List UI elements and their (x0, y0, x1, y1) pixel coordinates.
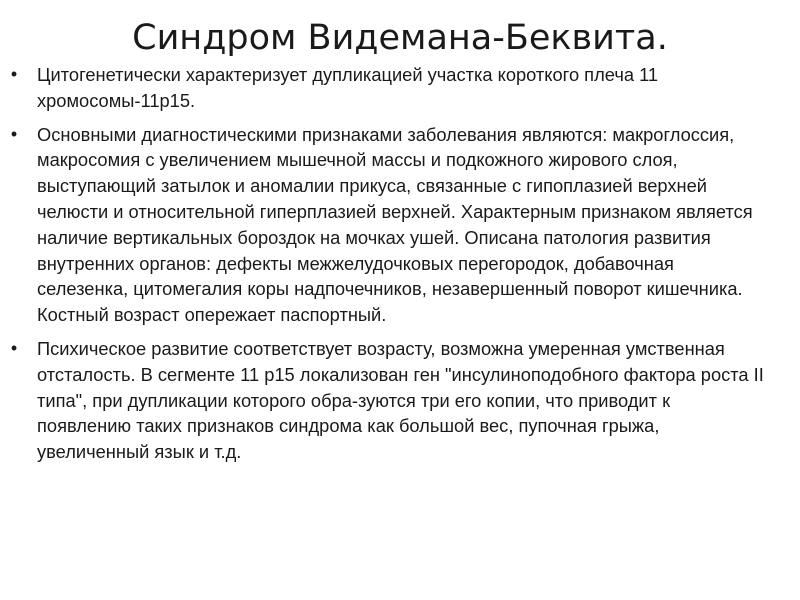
bullet-marker: • (10, 64, 18, 84)
bullet-text: Основными диагностическими признаками заболевания являются: макроглоссия, макросомия с увеличением мышечной массы и подкожного жирового слоя, выступающий затылок и аномалии прикуса, связанные с гипоплазией верхней челюсти и относительной гиперплазией верхней. Характерным признаком является наличие вертикальных бороздок на мочках ушей. Описана патология развития внутренних органов: дефекты межжелудочковых перегородок, добавочная селезенка, цитомегалия коры надпочечников, незавершенный поворот кишечника. Костный возраст опережает паспортный. (37, 123, 753, 326)
bullet-marker: • (10, 123, 18, 144)
bullet-text: Цитогенетически характеризует дупликацией участка короткого плеча 11 хромосомы-11p15. (37, 64, 659, 111)
bullet-item-1 (0, 62, 800, 114)
slide-title: Синдром Видемана-Беквита. (132, 18, 668, 58)
bullet-list (0, 62, 800, 473)
bullet-item-3 (0, 336, 800, 465)
bullet-item-2 (0, 122, 800, 328)
bullet-text: Психическое развитие соответствует возрасту, возможна умеренная умственная отсталость. В сегменте 11 р15 локализован ген "инсулиноподобного фактора роста II типа", при дупликации которого обра-зуются три его копии, что приводит к появлению таких признаков синдрома как большой вес, пупочная грыжа, увеличенный язык и т.д. (37, 337, 764, 463)
bullet-marker: • (10, 337, 18, 358)
